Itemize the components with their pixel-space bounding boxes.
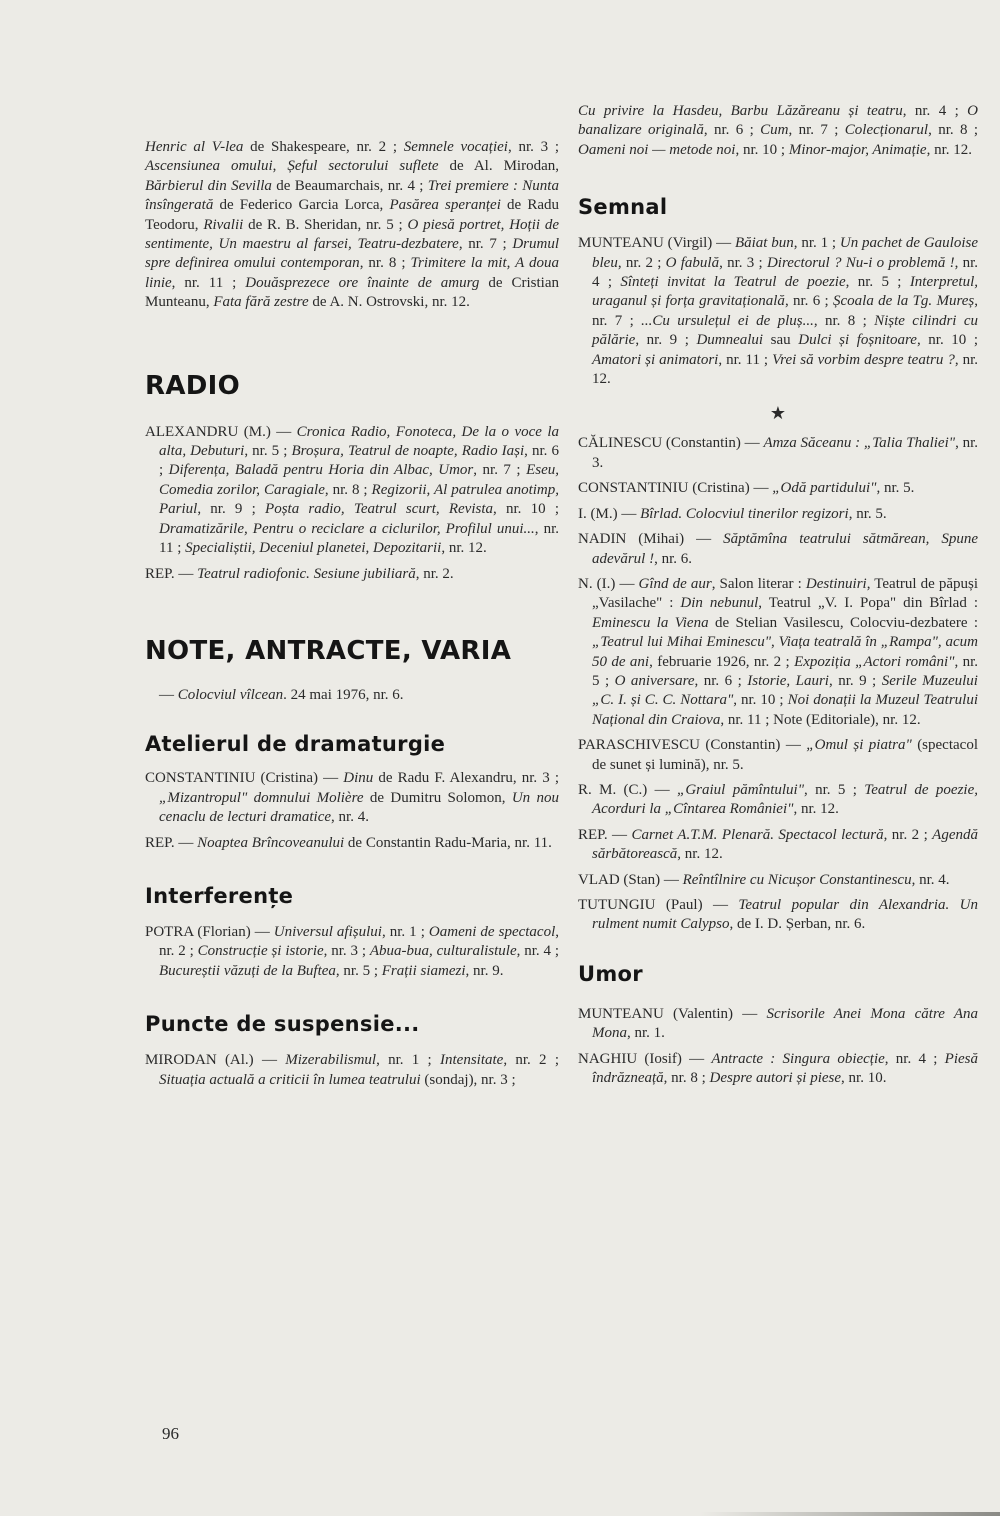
work-title: Viața teatrală în „Rampa", acum 50 de ani [592,634,979,670]
entry-text: , nr. 2 ; [883,826,933,843]
entry-text: , nr. 10 ; [493,501,559,518]
work-title: O piesă portret, Hoții de sentimente, Un maestru al farsei, Teatru-dezbatere [145,216,559,253]
entry-text: , [771,634,779,651]
entry-text: . 24 mai 1976, nr. 6. [283,686,404,703]
work-title: O banalizare originală [578,103,978,139]
entry-text: , nr. 12. [441,540,487,557]
entry-text: , nr. 3. [592,435,978,471]
entry-text: , nr. 8 ; [324,481,372,498]
entry-text: , nr. 1. [627,1025,665,1042]
entry-text: , nr. 4 ; [902,103,968,119]
work-title: „Teatrul lui Mihai Eminescu" [592,634,772,651]
entry-text: , nr. 11 ; [159,520,560,557]
work-title: Dinu [343,770,374,787]
entry-text: de Cristian Munteanu, [145,274,560,311]
entry-text: , nr. 8 ; [928,122,979,139]
entry-text: , [272,158,288,175]
work-title: Pasărea speranței [389,197,501,214]
entry-text: REP. — [145,565,198,582]
entry-text: , nr. 6. [654,550,692,567]
work-title: Amatori și animatori [592,351,719,368]
work-title: „Mizantropul" domnului Molière [159,789,364,806]
work-title: Abua-bua, culturalistule [369,943,517,960]
entry-text: , nr. 7 ; [458,236,513,253]
work-title: Rivalii [203,216,244,233]
entry-text: de Beaumarchais, nr. 4 ; [271,177,428,194]
work-title: Istorie, Lauri [747,672,829,689]
radio-entries [145,423,559,584]
page-number: 96 [162,1424,179,1443]
entry-text: , nr. 5 ; [845,274,910,291]
section-heading-puncte: Puncte de suspensie... [145,1012,420,1037]
work-title: Ascensiunea omului [145,158,273,175]
entry-vlad [578,871,978,890]
puncte-entries [145,1051,559,1090]
entry-text: , nr. 11 ; Note (Editoriale), nr. 12. [720,711,921,728]
work-title: Săptămîna teatrului sătmărean, Spune adevărul ! [592,531,978,567]
entry-text: , nr. 11 ; [718,351,773,368]
entry-text: , nr. 4 ; [516,943,559,960]
section-heading-interferente: Interferențe [145,883,294,908]
entry-text: de Stelian Vasilescu, Colocviu-dezbatere : [708,614,979,631]
work-title: Intensitate [440,1052,504,1069]
work-title: Universul afișului [273,923,382,940]
entry-text: — [159,686,178,703]
work-title: Directorul ? Nu-i o problemă ! [766,254,955,271]
entry-text: , nr. 3 ; [507,139,559,155]
entry-text: de Constantin Radu-Maria, nr. 11. [344,834,552,851]
entry-text: sau [763,332,799,349]
entry-text: , nr. 8 ; [813,312,875,329]
entry-text: R. M. (C.) — [578,781,677,798]
section-heading-semnal: Semnal [578,195,668,220]
entry-text: , de I. D. Șerban, nr. 6. [729,916,866,933]
entry-text: , nr. 9 ; [828,672,882,689]
entry-text: , nr. 6 ; [159,443,560,479]
work-title: Șeful sectorului suflete [287,158,439,175]
work-title: Teatrul radiofonic. Sesiune jubiliară [197,565,416,582]
entry-text: , nr. 9 ; [635,332,697,349]
work-title: Drumul spre definirea omului contemporan [145,236,559,272]
entry-text: CĂLINESCU (Constantin) — [578,435,764,452]
entry-text: REP. — [578,826,632,843]
work-title: Interpretul, uraganul și forța gravitațională [592,274,978,310]
work-title: Vrei să vorbim despre teatru ? [772,351,955,368]
continued-entry [145,138,559,313]
work-title: Școala de la Tg. Mureș [833,293,975,310]
entry-text: de Radu Teodoru, [145,197,560,233]
work-title: Expoziția „Actori români" [794,653,955,670]
entry-text: , nr. 4. [911,871,950,888]
entry-text: , februarie 1926, nr. 2 ; [649,653,795,670]
work-title: Fata fără zestre [213,294,309,311]
atelierul-entries [145,769,559,853]
entry-text: , nr. 4 ; [884,1050,945,1067]
entry-text: ALEXANDRU (M.) — [145,423,297,440]
work-title: „Omul și piatra" [806,737,912,754]
entry-rep-semnal [578,826,978,865]
work-title: Teatrul de poezie, Acorduri la „Cîntarea României" [592,781,978,818]
entry-text: TUTUNGIU (Paul) — [578,897,739,913]
entry-text: , nr. 12. [926,141,973,158]
entry-text: , nr. 3 ; [719,254,767,271]
entry-r-m-c [578,781,978,820]
work-title: Niște cilindri cu pălărie [592,312,978,349]
entry-text: , nr. 2 ; [503,1052,559,1069]
interferente-entries [145,923,559,981]
entry-i-m [578,505,978,524]
entry-text: MIRODAN (Al.) — [145,1052,286,1069]
section-heading-umor: Umor [578,961,643,986]
entry-potra [145,923,559,981]
entry-text: de Dumitru Solomon, [363,789,512,806]
work-title: Colecționarul [844,122,929,139]
entry-alexandru [145,423,559,559]
entry-rep-radio [145,565,559,584]
entry-nadin [578,530,978,569]
entry-text: de Al. Mirodan, [438,158,559,175]
work-title: Bucureștii văzuți de la Buftea [159,962,336,979]
work-title: Un nou cenaclu de lecturi dramatice [159,789,559,826]
continued-entry-right [578,102,978,160]
entry-text: PARASCHIVESCU (Constantin) — [578,737,807,754]
section-heading-radio: RADIO [145,370,241,401]
work-title: Destinuiri [805,575,867,592]
entry-text: , nr. 5. [876,480,915,497]
entry-naghiu [578,1050,978,1089]
entry-text: , nr. 2 ; [617,254,666,271]
entry-text: REP. — [145,834,198,851]
work-title: Agendă sărbătorească [592,826,978,863]
work-title: Dumnealui [696,332,764,349]
entry-constantiniu-right [578,479,978,498]
work-title: Un pachet de Gauloise bleu [592,235,978,271]
entry-rep-atelier [145,834,559,853]
work-title: Dulci și foșnitoare [798,332,917,349]
entry-n-i [578,575,978,730]
work-title: Amza Săceanu : „Talia Thaliei" [763,435,956,452]
entry-text: , nr. 10 ; [735,141,789,158]
work-title: Trimitere la mit, A doua linie [145,255,559,291]
entry-text: , nr. 12. [677,846,723,863]
entry-text: , nr. 7 ; [592,293,978,329]
entry-text: MUNTEANU (Virgil) — [578,235,735,252]
work-title: Băiat bun [734,235,794,252]
star-separator: ★ [769,403,787,424]
work-title: Situația actuală a criticii în lumea teatrului [159,1071,421,1088]
work-title: ...Cu ursulețul ei de pluș... [641,312,814,329]
entry-text: de Shakespeare, nr. 2 ; [243,139,404,155]
entry-text: , nr. 6 ; [784,293,833,310]
work-title: Henric al V-lea [145,139,244,155]
entry-text: (sondaj), nr. 3 ; [420,1071,516,1088]
work-title: Eseu, Comedia zorilor, Caragiale [159,462,560,498]
entry-text: , Salon literar : [711,575,806,592]
left-column [145,100,559,1096]
entry-text: , nr. 1 ; [376,1052,441,1069]
work-title: „Odă partidului" [772,480,877,497]
entry-text: MUNTEANU (Valentin) — [578,1005,767,1022]
entry-text: , nr. 12. [592,351,979,388]
work-title: Sînteți invitat la Teatrul de poezie [620,274,846,291]
entry-text: , nr. 9. [465,962,504,979]
entry-tutungiu [578,896,978,935]
entry-colocviul [145,686,559,705]
work-title: Bîrlad. Colocviul tinerilor regizori [640,505,849,522]
entry-constantiniu [145,769,559,827]
entry-text: de Radu F. Alexandru, nr. 3 ; [373,770,559,787]
entry-munteanu-valentin [578,1005,978,1044]
work-title: Noaptea Brîncoveanului [197,834,345,851]
work-title: Semnele vocației [403,139,508,155]
work-title: Piesă îndrăzneață [592,1050,978,1087]
entry-text: , nr. 10 ; [733,692,788,709]
work-title: Regizorii, Al patrulea anotimp, Pariul [159,481,559,518]
work-title: Serile Muzeului „C. I. și C. C. Nottara" [592,672,978,709]
entry-text: de A. N. Ostrovski, nr. 12. [308,294,470,311]
work-title: Carnet A.T.M. Plenară. Spectacol lectură [631,826,884,843]
work-title: Antracte : Singura obiecție [711,1050,885,1067]
work-title: Cum [760,122,789,139]
work-title: Douăsprezece ore înainte de amurg [245,274,480,291]
entry-text: (spectacol de sunet și lumină), nr. 5. [592,737,978,773]
entry-text: , nr. 7 ; [788,122,845,139]
entry-text: de Federico Garcia Lorca, [213,197,390,214]
entry-text: , nr. 5 ; [804,781,865,798]
work-title: Gînd de aur [638,575,712,592]
work-title: Cu privire la Hasdeu, Barbu Lăzăreanu și teatru [578,103,903,119]
entry-text: , nr. 5 ; [592,653,979,689]
work-title: Frații siamezi [381,962,466,979]
entry-text: , nr. 4. [331,809,369,826]
entry-munteanu-virgil [578,234,978,389]
work-title: Despre autori și piese [709,1070,842,1087]
umor-entries [578,1005,978,1089]
entry-text: NADIN (Mihai) — [578,531,724,548]
work-title: Teatrul popular din Alexandria. Un rulment numit Calypso [592,897,979,933]
work-title: Cronica Radio, Fonoteca, De la o voce la alta, Debuturi [159,423,559,460]
entry-text: , nr. 10. [841,1070,887,1087]
work-title: Construcție și istorie [197,943,324,960]
semnal-entries [578,234,978,389]
entry-text: , nr. 5 ; [335,962,382,979]
work-title: „Graiul pămîntului" [677,781,805,798]
entry-text: , nr. 1 ; [793,235,840,252]
semnal-entries-2 [578,434,978,934]
entry-text: POTRA (Florian) — [145,923,274,940]
work-title: O aniversare [614,672,695,689]
work-title: Diferența, Baladă pentru Horia din Albac, Umor [168,462,474,479]
work-title: Noi donații la Muzeul Teatrului Național din Craiova [592,692,978,728]
entry-text: N. (I.) — [578,575,639,592]
work-title: Dramatizările, Pentru o reciclare a ciclurilor, Profilul unui... [159,520,535,537]
entry-text: , nr. 8 ; [359,255,411,272]
entry-text: NAGHIU (Iosif) — [578,1050,712,1067]
work-title: Scrisorile Anei Mona către Ana Mona [592,1005,978,1042]
work-title: Bărbierul din Sevilla [145,177,272,194]
work-title: Oameni de spectacol [428,923,556,940]
entry-text: , nr. 8 ; [663,1070,710,1087]
entry-text: , Teatrul de păpuși „Vasilache" : [592,575,978,612]
entry-mirodan [145,1051,559,1090]
entry-text: de R. B. Sheridan, nr. 5 ; [243,216,408,233]
work-title: Eminescu la Viena [592,614,709,631]
work-title: Trei premiere : Nunta însîngerată [145,177,559,214]
entry-text: , nr. 6 ; [703,122,761,139]
entry-text: , nr. 11 ; [171,274,246,291]
section-heading-note: NOTE, ANTRACTE, VARIA [145,635,512,666]
entry-calinescu [578,434,978,473]
entry-text: , nr. 3 ; [323,943,370,960]
work-title: Oameni noi — metode noi [578,141,736,158]
entry-text: , nr. 10 ; [916,332,978,349]
work-title: Colocviul vîlcean [177,686,284,703]
scan-edge-shadow [0,1512,1000,1516]
section-heading-atelierul: Atelierul de dramaturgie [145,732,446,757]
entry-text: VLAD (Stan) — [578,871,683,888]
entry-text: CONSTANTINIU (Cristina) — [145,770,344,787]
entry-paraschivescu [578,736,978,775]
right-column [578,100,978,1094]
entry-text: , nr. 1 ; [381,923,429,940]
work-title: Poșta radio, Teatrul scurt, Revista [265,501,494,518]
entry-text: , nr. 2 ; [159,923,560,960]
entry-text: , nr. 2. [415,565,454,582]
entry-text: , nr. 7 ; [473,462,527,479]
entry-text: , nr. 4 ; [592,254,978,291]
entry-text: , nr. 5. [848,505,887,522]
entry-text: , nr. 12. [793,801,839,818]
work-title: Mizerabilismul [285,1052,377,1069]
entry-text: , nr. 5 ; [244,443,292,460]
entry-text: , Teatrul „V. I. Popa" din Bîrlad : [758,595,978,612]
entry-text: CONSTANTINIU (Cristina) — [578,480,773,497]
entry-text: , nr. 9 ; [197,501,266,518]
work-title: Broșura, Teatrul de noapte, Radio Iași [291,443,525,460]
work-title: Din nebunul [680,595,759,612]
entry-text: , nr. 6 ; [694,672,748,689]
work-title: Minor-major, Animație [788,141,927,158]
work-title: O fabulă [665,254,720,271]
entry-text: I. (M.) — [578,505,641,522]
work-title: Specialiștii, Deceniul planetei, Depozitarii [185,540,442,557]
work-title: Reîntîlnire cu Nicușor Constantinescu [682,871,912,888]
